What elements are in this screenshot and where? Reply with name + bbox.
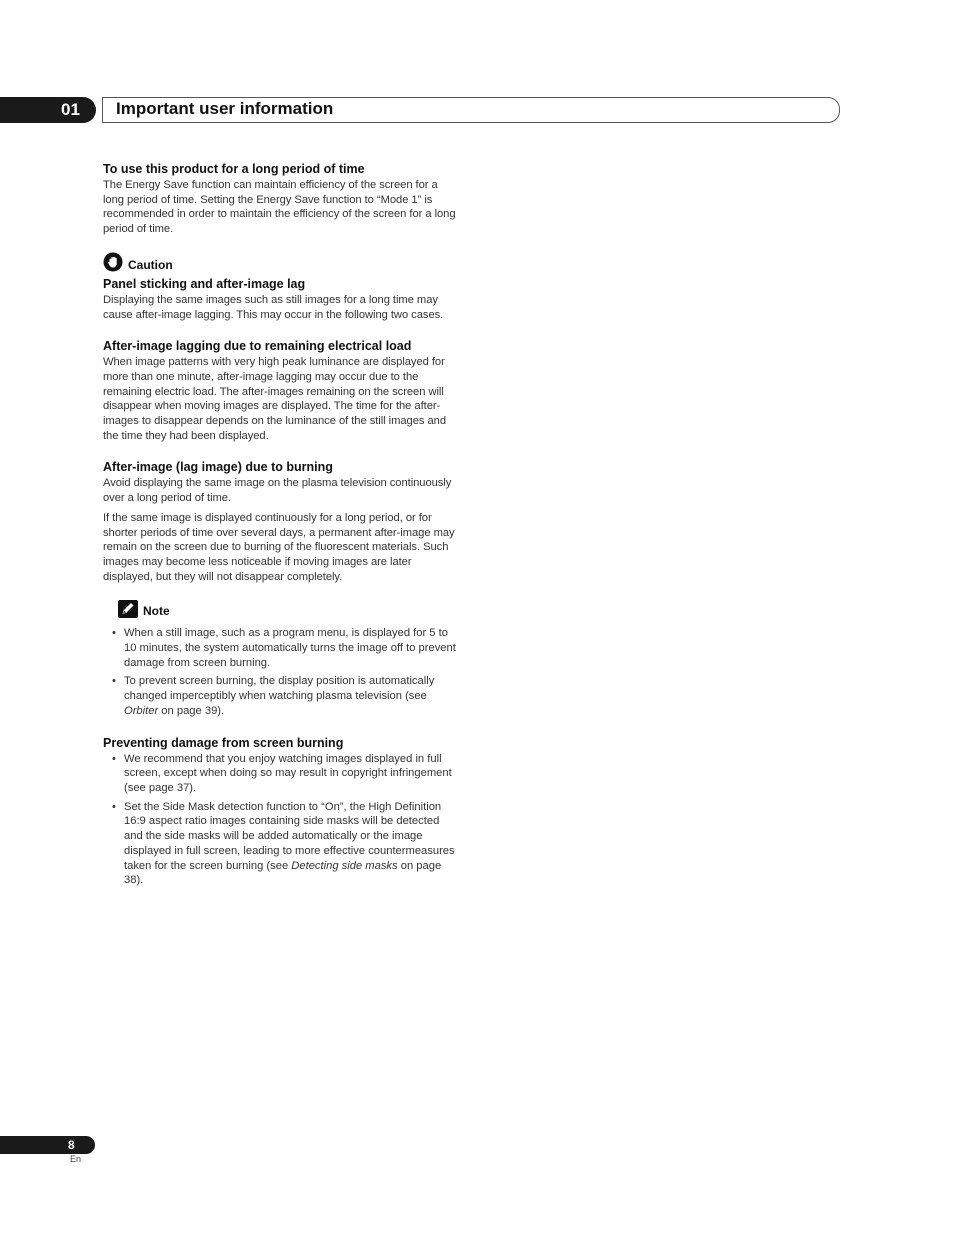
caution-hand-icon <box>103 252 123 277</box>
section-heading-long-use: To use this product for a long period of time <box>103 162 365 176</box>
list-item: • We recommend that you enjoy watching images displayed in full screen, except when doing so may result in copyright infringement (see page 37). <box>103 752 460 796</box>
page-title: Important user information <box>116 99 334 118</box>
note-pencil-icon <box>118 600 138 623</box>
list-item: • To prevent screen burning, the display position is automatically changed imperceptibly when watching plasma television (see Orbiter on page 39). <box>103 674 460 718</box>
section-heading-burning: After-image (lag image) due to burning <box>103 460 333 475</box>
chapter-tab <box>0 97 96 123</box>
preventing-list <box>103 752 460 888</box>
language-code: En <box>70 1154 82 1164</box>
cross-reference: Detecting side masks <box>291 859 398 872</box>
section-heading-electrical-load: After-image lagging due to remaining electrical load <box>103 339 412 354</box>
page-number: 8 <box>68 1138 75 1152</box>
section-body-panel-sticking: Displaying the same images such as still images for a long time may cause after-image lagging. This may occur in the following two cases. <box>103 293 444 321</box>
cross-reference: Orbiter <box>124 704 159 717</box>
note-label: Note <box>143 604 170 619</box>
section-body-electrical-load: When image patterns with very high peak luminance are displayed for more than one minute, after-image lagging may occur due to the remaining electric load. The after-images remaining on the screen will disappear when moving images are displayed. The time for the after-images to disappear depends on the luminance of the still images and the time they had been displayed. <box>103 356 447 442</box>
note-label-row <box>103 601 460 621</box>
section-body-burning-2: If the same image is displayed continuously for a long period, or for shorter periods of time over several days, a permanent after-image may remain on the screen due to burning of the fluorescent materials. Such images may become less noticeable if moving images are later displayed, but they will not disappear completely. <box>103 511 455 583</box>
list-item: • When a still image, such as a program menu, is displayed for 5 to 10 minutes, the system automatically turns the image off to prevent damage from screen burning. <box>103 626 460 670</box>
chapter-number: 01 <box>61 100 80 119</box>
section-heading-panel-sticking: Panel sticking and after-image lag <box>103 276 306 291</box>
page-number-tab <box>0 1136 95 1154</box>
section-body-long-use: The Energy Save function can maintain efficiency of the screen for a long period of time. Setting the Energy Save function to “Mode 1” is recommended in order to maintain the efficiency of the screen for a long period of time. <box>103 179 456 236</box>
section-body-burning-1: Avoid displaying the same image on the plasma television continuously over a long period of time. <box>103 477 452 505</box>
caution-label-row <box>103 255 460 275</box>
caution-label: Caution <box>128 257 173 272</box>
list-item: • Set the Side Mask detection function to “On”, the High Definition 16:9 aspect ratio images containing side masks will be detected and the side masks will be added automatically or the image displayed in full screen, leading to more effective countermeasures taken for the screen burning (see Detecting side masks on page 38). <box>103 800 460 888</box>
note-list <box>103 626 460 718</box>
section-heading-preventing: Preventing damage from screen burning <box>103 735 344 750</box>
main-column <box>103 162 460 892</box>
